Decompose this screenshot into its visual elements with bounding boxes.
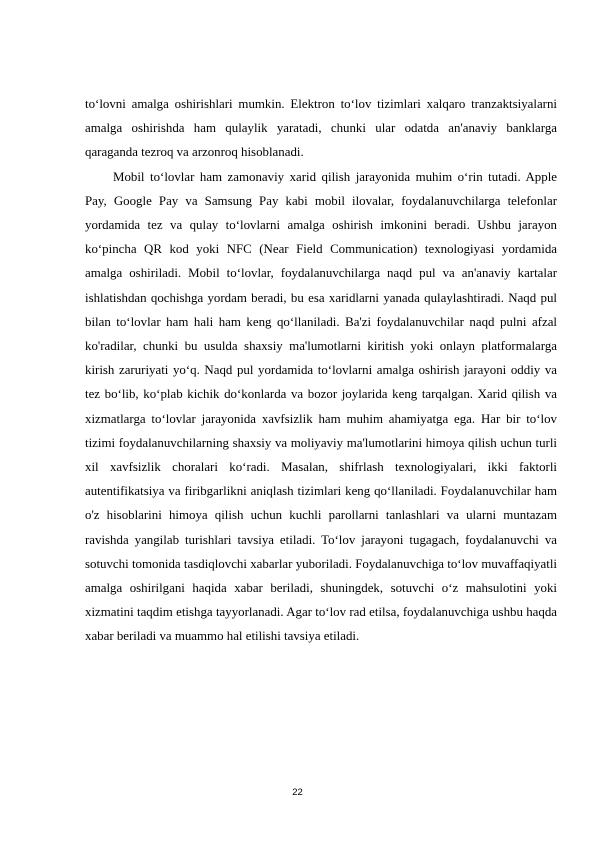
paragraph-mobile-payments: Mobil to‘lovlar ham zamonaviy xarid qilish jarayonida muhim o‘rin tutadi. Apple Pay, Google Pay va Samsung Pay kabi mobil ilovalar, foydalanuvchilarga telefonlar yordamida tez va qulay to‘lovlarni amalga oshirish imkonini beradi. Ushbu jarayon ko‘pincha QR kod yoki NFC (Near Field Communication) texnologiyasi yordamida amalga oshiriladi. Mobil to‘lovlar, foydalanuvchilarga naqd pul va an'anaviy kartalar ishlatishdan qochishga yordam beradi, bu esa xaridlarni yanada qulaylashtiradi. Naqd pul bilan to‘lovlar ham hali ham keng qo‘llaniladi. Ba'zi foydalanuvchilar naqd pulni afzal ko'radilar, chunki bu usulda shaxsiy ma'lumotlarni kiritish yoki onlayn platformalarga kirish zaruriyati yo‘q. Naqd pul yordamida to‘lovlarni amalga oshirish jarayoni oddiy va tez bo‘lib, ko‘plab kichik do‘konlarda va bozor joylarida keng tarqalgan. Xarid qilish va xizmatlarga to‘lovlar jarayonida xavfsizlik ham muhim ahamiyatga ega. Har bir to‘lov tizimi foydalanuvchilarning shaxsiy va moliyaviy ma'lumotlarini himoya qilish uchun turli xil xavfsizlik choralari ko‘radi. Masalan, shifrlash texnologiyalari, ikki faktorli autentifikatsiya va firibgarlikni aniqlash tizimlari keng qo‘llaniladi. Foydalanuvchilar ham o'z hisoblarini himoya qilish uchun kuchli parollarni tanlashlari va ularni muntazam ravishda yangilab turishlari tavsiya etiladi. To‘lov jarayoni tugagach, foydalanuvchi va sotuvchi tomonida tasdiqlovchi xabarlar yuboriladi. Foydalanuvchiga to‘lov muvaffaqiyatli amalga oshirilgani haqida xabar beriladi, shuningdek, sotuvchi o‘z mahsulotini yoki xizmatini taqdim etishga tayyorlanadi. Agar to‘lov rad etilsa, foydalanuvchiga ushbu haqda xabar beriladi va muammo hal etilishi tavsiya etiladi. bbox=[85, 169, 557, 644]
page-number: 22 bbox=[292, 787, 303, 798]
paragraph-continuation: to‘lovni amalga oshirishlari mumkin. Elektron to‘lov tizimlari xalqaro tranzaktsiyalarni amalga oshirishda ham qulaylik yaratadi, chunki ular odatda an'anaviy banklarga qaraganda tezroq va arzonroq hisoblanadi. bbox=[85, 97, 557, 160]
document-body bbox=[85, 92, 557, 649]
